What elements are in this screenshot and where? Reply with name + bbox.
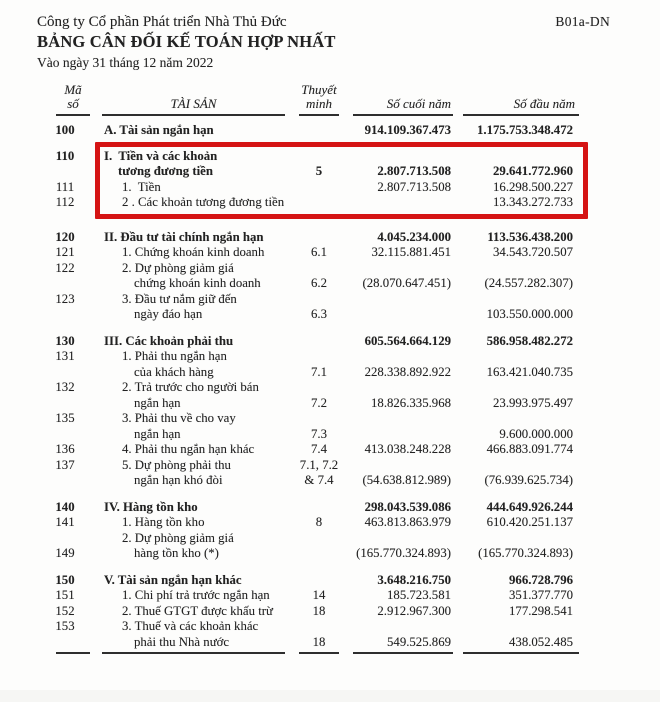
row-begin-value: 466.883.091.774 bbox=[486, 442, 573, 456]
row-end-value bbox=[345, 380, 453, 396]
bottom-rule-code bbox=[56, 652, 90, 654]
row-code: 152 bbox=[55, 603, 75, 618]
row-label: 3. Thuế và các khoản khác bbox=[122, 619, 259, 633]
row-note: 8 bbox=[315, 515, 323, 529]
document-header bbox=[0, 0, 660, 71]
row-note: 18 bbox=[312, 634, 326, 649]
row-begin-value bbox=[453, 292, 579, 308]
table-body bbox=[0, 116, 660, 650]
row-end-value bbox=[345, 458, 453, 474]
row-note: 7.1 bbox=[311, 364, 327, 379]
row-note: 7.3 bbox=[311, 426, 327, 441]
table-row-line bbox=[40, 500, 660, 516]
table-row bbox=[40, 245, 660, 261]
row-note bbox=[293, 573, 345, 589]
row-end-value: (28.070.647.451) bbox=[362, 276, 451, 290]
row-note bbox=[293, 546, 345, 562]
table-row-line bbox=[40, 180, 583, 196]
table-row-line bbox=[40, 531, 660, 547]
row-note: 7.2 bbox=[311, 395, 327, 410]
table-row-line bbox=[40, 473, 660, 489]
table-row bbox=[40, 292, 660, 323]
row-begin-value: 103.550.000.000 bbox=[486, 307, 573, 321]
row-note bbox=[293, 180, 345, 196]
row-label: 3. Đầu tư nắm giữ đến bbox=[122, 291, 237, 306]
scan-edge bbox=[0, 690, 660, 702]
row-code: 153 bbox=[55, 619, 75, 633]
row-note bbox=[293, 123, 345, 139]
table-row bbox=[40, 149, 583, 180]
row-code: 150 bbox=[55, 572, 75, 587]
column-header-end-period: Số cuối năm bbox=[353, 97, 453, 116]
row-code: 112 bbox=[55, 195, 75, 209]
row-end-value: 32.115.881.451 bbox=[371, 245, 451, 259]
highlight-box bbox=[55, 142, 588, 219]
table-row-line bbox=[40, 230, 660, 246]
row-note bbox=[293, 619, 345, 635]
row-begin-value: 177.298.541 bbox=[509, 603, 573, 618]
row-code: 135 bbox=[55, 411, 75, 425]
table-row-line bbox=[40, 546, 660, 562]
row-note: 6.3 bbox=[311, 307, 327, 321]
row-begin-value bbox=[453, 531, 579, 547]
row-end-value: (54.638.812.989) bbox=[362, 473, 451, 487]
row-code: 100 bbox=[55, 123, 75, 137]
row-begin-value: 23.993.975.497 bbox=[493, 395, 573, 410]
form-code: B01a-DN bbox=[555, 14, 610, 29]
row-note bbox=[293, 292, 345, 308]
balance-sheet-table bbox=[0, 83, 660, 654]
row-note bbox=[293, 531, 345, 547]
row-note bbox=[293, 500, 345, 516]
table-row-line bbox=[40, 195, 583, 211]
row-end-value: 4.045.234.000 bbox=[377, 229, 451, 244]
row-end-value: 549.525.869 bbox=[387, 634, 451, 649]
row-note bbox=[293, 261, 345, 277]
row-code: 130 bbox=[55, 333, 75, 348]
row-code bbox=[40, 473, 98, 489]
row-begin-value: 16.298.500.227 bbox=[493, 179, 573, 194]
row-code: 131 bbox=[55, 349, 75, 363]
row-begin-value: 966.728.796 bbox=[509, 572, 573, 587]
row-code: 140 bbox=[55, 499, 75, 514]
row-label: 1. Chi phí trả trước ngắn hạn bbox=[122, 588, 270, 602]
row-label: III. Các khoản phải thu bbox=[104, 333, 234, 348]
row-label: A. Tài sản ngắn hạn bbox=[104, 123, 214, 137]
row-label: 2. Dự phòng giảm giá bbox=[122, 260, 234, 275]
row-note bbox=[293, 349, 345, 365]
column-header-note-line2: minh bbox=[306, 96, 332, 111]
table-row-line bbox=[40, 427, 660, 443]
row-code bbox=[40, 307, 98, 323]
row-begin-value bbox=[453, 458, 579, 474]
row-code: 111 bbox=[55, 179, 75, 194]
row-begin-value: (24.557.282.307) bbox=[484, 276, 573, 290]
row-begin-value: 13.343.272.733 bbox=[493, 195, 573, 209]
table-row bbox=[40, 619, 660, 650]
row-note bbox=[293, 230, 345, 246]
table-row-line bbox=[40, 334, 660, 350]
row-begin-value: 1.175.753.348.472 bbox=[477, 123, 573, 137]
row-end-value bbox=[345, 307, 453, 323]
row-code: 120 bbox=[55, 229, 75, 244]
column-header-code bbox=[56, 83, 90, 116]
bottom-rule-assets bbox=[102, 652, 285, 654]
row-end-value: 18.826.335.968 bbox=[371, 395, 451, 410]
column-header-begin-period: Số đầu năm bbox=[463, 97, 579, 116]
row-note: 5 bbox=[315, 164, 323, 178]
row-code: 110 bbox=[55, 148, 75, 163]
table-row-line bbox=[40, 411, 660, 427]
bottom-rule-begin bbox=[463, 652, 579, 654]
table-row bbox=[40, 411, 660, 442]
row-begin-value: 444.649.926.244 bbox=[486, 499, 573, 514]
row-code: 132 bbox=[55, 380, 75, 394]
table-row-line bbox=[40, 635, 660, 651]
row-begin-value: 163.421.040.735 bbox=[486, 364, 573, 379]
row-code: 151 bbox=[55, 588, 75, 602]
row-code: 149 bbox=[55, 546, 75, 560]
row-label: I. Tiền và các khoản bbox=[104, 148, 218, 163]
table-row-line bbox=[40, 604, 660, 620]
row-begin-value: 438.052.485 bbox=[509, 634, 573, 649]
table-bottom-rules bbox=[0, 652, 660, 654]
row-end-value: 3.648.216.750 bbox=[377, 572, 451, 587]
row-end-value bbox=[345, 349, 453, 365]
row-label: V. Tài sản ngắn hạn khác bbox=[104, 572, 242, 587]
table-row-line bbox=[40, 573, 660, 589]
column-header-assets: TÀI SẢN bbox=[102, 97, 285, 116]
column-header-code-line2: số bbox=[67, 96, 79, 111]
row-end-value bbox=[345, 619, 453, 635]
company-name: Công ty Cổ phần Phát triển Nhà Thủ Đức bbox=[37, 14, 287, 30]
row-label: 1. Phải thu ngắn hạn bbox=[122, 349, 227, 363]
row-code: 123 bbox=[55, 291, 75, 306]
table-row bbox=[40, 261, 660, 292]
table-row bbox=[40, 573, 660, 589]
table-row bbox=[40, 349, 660, 380]
row-end-value: 2.912.967.300 bbox=[377, 603, 451, 618]
row-begin-value bbox=[453, 380, 579, 396]
row-end-value: (165.770.324.893) bbox=[356, 546, 451, 560]
row-note bbox=[293, 195, 345, 211]
row-end-value: 228.338.892.922 bbox=[364, 364, 451, 379]
row-label: 2. Trả trước cho người bán bbox=[122, 380, 259, 394]
row-label: 3. Phải thu về cho vay bbox=[122, 411, 236, 425]
row-note bbox=[293, 149, 345, 165]
row-code: 121 bbox=[55, 245, 75, 259]
table-row bbox=[40, 180, 583, 196]
row-note bbox=[293, 380, 345, 396]
table-row bbox=[40, 458, 660, 489]
row-code bbox=[40, 276, 98, 292]
column-header-note bbox=[299, 83, 339, 116]
table-row-line bbox=[40, 349, 660, 365]
row-note: 18 bbox=[312, 603, 326, 618]
row-end-value bbox=[345, 427, 453, 443]
row-end-value: 298.043.539.086 bbox=[364, 499, 451, 514]
row-end-value: 185.723.581 bbox=[387, 588, 451, 602]
table-row-line bbox=[40, 307, 660, 323]
row-begin-value: 34.543.720.507 bbox=[493, 245, 573, 259]
row-code bbox=[40, 427, 98, 443]
row-note: 14 bbox=[312, 588, 326, 602]
row-begin-value: 29.641.772.960 bbox=[493, 164, 573, 178]
row-code bbox=[40, 396, 98, 412]
row-begin-value: 586.958.482.272 bbox=[486, 333, 573, 348]
row-end-value bbox=[345, 292, 453, 308]
table-row-line bbox=[40, 380, 660, 396]
row-code: 122 bbox=[55, 260, 75, 275]
row-end-value: 605.564.664.129 bbox=[364, 333, 451, 348]
table-row bbox=[40, 588, 660, 604]
row-begin-value bbox=[453, 349, 579, 365]
table-row-line bbox=[40, 365, 660, 381]
table-row-line bbox=[40, 276, 660, 292]
table-row bbox=[40, 380, 660, 411]
column-header-code-line1: Mã bbox=[64, 82, 82, 97]
document-date: Vào ngày 31 tháng 12 năm 2022 bbox=[37, 55, 214, 70]
row-note: 6.1 bbox=[311, 245, 327, 259]
row-code bbox=[40, 365, 98, 381]
row-code bbox=[40, 164, 98, 180]
row-code: 141 bbox=[55, 515, 75, 529]
row-begin-value: 610.420.251.137 bbox=[486, 515, 573, 529]
row-begin-value bbox=[453, 149, 579, 165]
bottom-rule-end bbox=[353, 652, 453, 654]
row-begin-value bbox=[453, 261, 579, 277]
table-row-line bbox=[40, 396, 660, 412]
row-label: 1. Hàng tồn kho bbox=[122, 515, 205, 529]
row-note: & 7.4 bbox=[304, 473, 334, 487]
row-end-value bbox=[345, 261, 453, 277]
table-row bbox=[40, 515, 660, 531]
row-label: 1. Chứng khoán kinh doanh bbox=[122, 245, 265, 259]
row-label: 4. Phải thu ngắn hạn khác bbox=[122, 442, 255, 456]
column-header-note-line1: Thuyết bbox=[301, 82, 337, 97]
document-title: BẢNG CÂN ĐỐI KẾ TOÁN HỢP NHẤT bbox=[37, 32, 336, 51]
row-label: tương đương tiền bbox=[118, 164, 213, 178]
row-note bbox=[293, 411, 345, 427]
row-end-value: 2.807.713.508 bbox=[377, 179, 451, 194]
table-row-line bbox=[40, 292, 660, 308]
row-begin-value: (76.939.625.734) bbox=[484, 473, 573, 487]
bottom-rule-note bbox=[299, 652, 339, 654]
row-note: 7.4 bbox=[311, 442, 327, 456]
row-label: của khách hàng bbox=[134, 364, 214, 379]
table-row bbox=[40, 230, 660, 246]
row-code: 136 bbox=[55, 442, 75, 456]
row-label: 2 . Các khoản tương đương tiền bbox=[122, 195, 285, 209]
row-label: 1. Tiền bbox=[122, 179, 161, 194]
row-label: 2. Dự phòng giảm giá bbox=[122, 530, 234, 545]
row-end-value: 463.813.863.979 bbox=[364, 515, 451, 529]
row-end-value: 2.807.713.508 bbox=[377, 164, 451, 178]
row-label: 5. Dự phòng phải thu bbox=[122, 457, 231, 472]
row-begin-value: (165.770.324.893) bbox=[478, 546, 573, 560]
table-row bbox=[40, 334, 660, 350]
row-end-value bbox=[345, 149, 453, 165]
row-code bbox=[40, 635, 98, 651]
row-label: II. Đầu tư tài chính ngắn hạn bbox=[104, 229, 264, 244]
row-label: 2. Thuế GTGT được khấu trừ bbox=[122, 603, 273, 618]
row-label: chứng khoán kinh doanh bbox=[134, 276, 261, 290]
table-row-line bbox=[40, 442, 660, 458]
row-end-value bbox=[345, 195, 453, 211]
row-label: IV. Hàng tồn kho bbox=[104, 499, 198, 514]
table-row-line bbox=[40, 515, 660, 531]
table-header-row bbox=[0, 83, 660, 116]
row-end-value: 413.038.248.228 bbox=[364, 442, 451, 456]
row-begin-value: 9.600.000.000 bbox=[499, 426, 573, 441]
table-row-line bbox=[40, 458, 660, 474]
table-row-line bbox=[40, 245, 660, 261]
table-row-line bbox=[40, 619, 660, 635]
row-note: 7.1, 7.2 bbox=[299, 457, 339, 472]
row-label: ngắn hạn bbox=[134, 426, 181, 441]
table-row bbox=[40, 442, 660, 458]
row-end-value: 914.109.367.473 bbox=[364, 123, 451, 137]
row-label: ngắn hạn khó đòi bbox=[134, 473, 223, 487]
row-code: 137 bbox=[55, 457, 75, 472]
table-row-line bbox=[40, 261, 660, 277]
row-begin-value: 113.536.438.200 bbox=[487, 229, 573, 244]
row-note bbox=[293, 334, 345, 350]
table-row bbox=[40, 500, 660, 516]
row-label: ngày đáo hạn bbox=[134, 307, 203, 321]
row-code bbox=[40, 531, 98, 547]
table-row bbox=[40, 531, 660, 562]
table-row-line bbox=[40, 588, 660, 604]
table-row bbox=[40, 195, 583, 211]
table-row-line bbox=[40, 123, 660, 139]
table-row bbox=[40, 604, 660, 620]
table-row bbox=[40, 123, 660, 139]
row-label: hàng tồn kho (*) bbox=[134, 546, 219, 560]
row-label: phải thu Nhà nước bbox=[134, 634, 230, 649]
row-begin-value: 351.377.770 bbox=[509, 588, 573, 602]
row-end-value bbox=[345, 531, 453, 547]
row-end-value bbox=[345, 411, 453, 427]
row-begin-value bbox=[453, 411, 579, 427]
table-row-line bbox=[40, 164, 583, 180]
table-row-line bbox=[40, 149, 583, 165]
row-note: 6.2 bbox=[311, 276, 327, 290]
row-begin-value bbox=[453, 619, 579, 635]
row-label: ngắn hạn bbox=[134, 395, 181, 410]
